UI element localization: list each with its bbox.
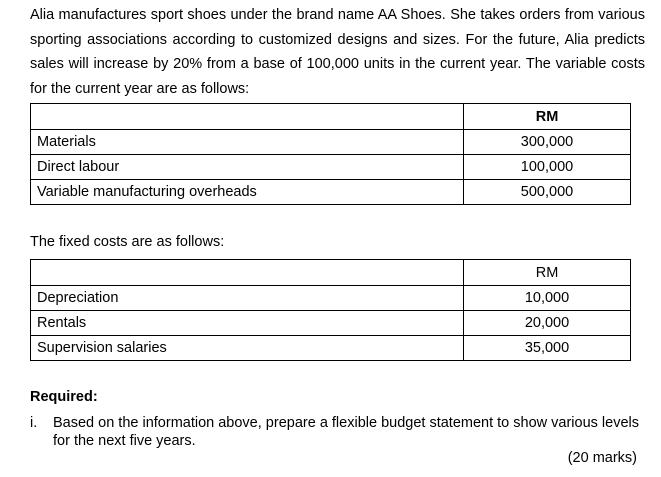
table-row [31, 286, 631, 311]
required-heading: Required: [30, 389, 98, 405]
currency-header: RM [464, 104, 631, 130]
table-header-row [31, 104, 631, 130]
header-blank-cell [31, 104, 464, 130]
marks-label: (20 marks) [567, 450, 637, 466]
question-item [30, 414, 645, 450]
cost-label: Depreciation [31, 286, 464, 311]
cost-label: Variable manufacturing overheads [31, 180, 464, 205]
fixed-costs-table [30, 259, 631, 361]
cost-value: 300,000 [464, 130, 631, 155]
table-row [31, 336, 631, 361]
header-blank-cell [31, 260, 464, 286]
table-row [31, 130, 631, 155]
cost-label: Materials [31, 130, 464, 155]
currency-header: RM [464, 260, 631, 286]
question-text: Based on the information above, prepare a flexible budget statement to show various levels for the next five years. [53, 415, 639, 449]
question-number: i. [30, 415, 38, 431]
cost-value: 35,000 [464, 336, 631, 361]
table-row [31, 311, 631, 336]
cost-value: 10,000 [464, 286, 631, 311]
cost-value: 500,000 [464, 180, 631, 205]
cost-label: Direct labour [31, 155, 464, 180]
table-header-row [31, 260, 631, 286]
intro-paragraph: Alia manufactures sport shoes under the brand name AA Shoes. She takes orders from various sporting associations according to customized designs and sizes. For the future, Alia predicts sales will increase by 20% from a base of 100,000 units in the current year. The variable costs for the current year are as follows: [30, 7, 645, 97]
cost-value: 20,000 [464, 311, 631, 336]
cost-label: Supervision salaries [31, 336, 464, 361]
cost-label: Rentals [31, 311, 464, 336]
variable-costs-table [30, 103, 631, 205]
cost-value: 100,000 [464, 155, 631, 180]
table-row [31, 155, 631, 180]
fixed-costs-intro: The fixed costs are as follows: [30, 234, 225, 250]
table-row [31, 180, 631, 205]
